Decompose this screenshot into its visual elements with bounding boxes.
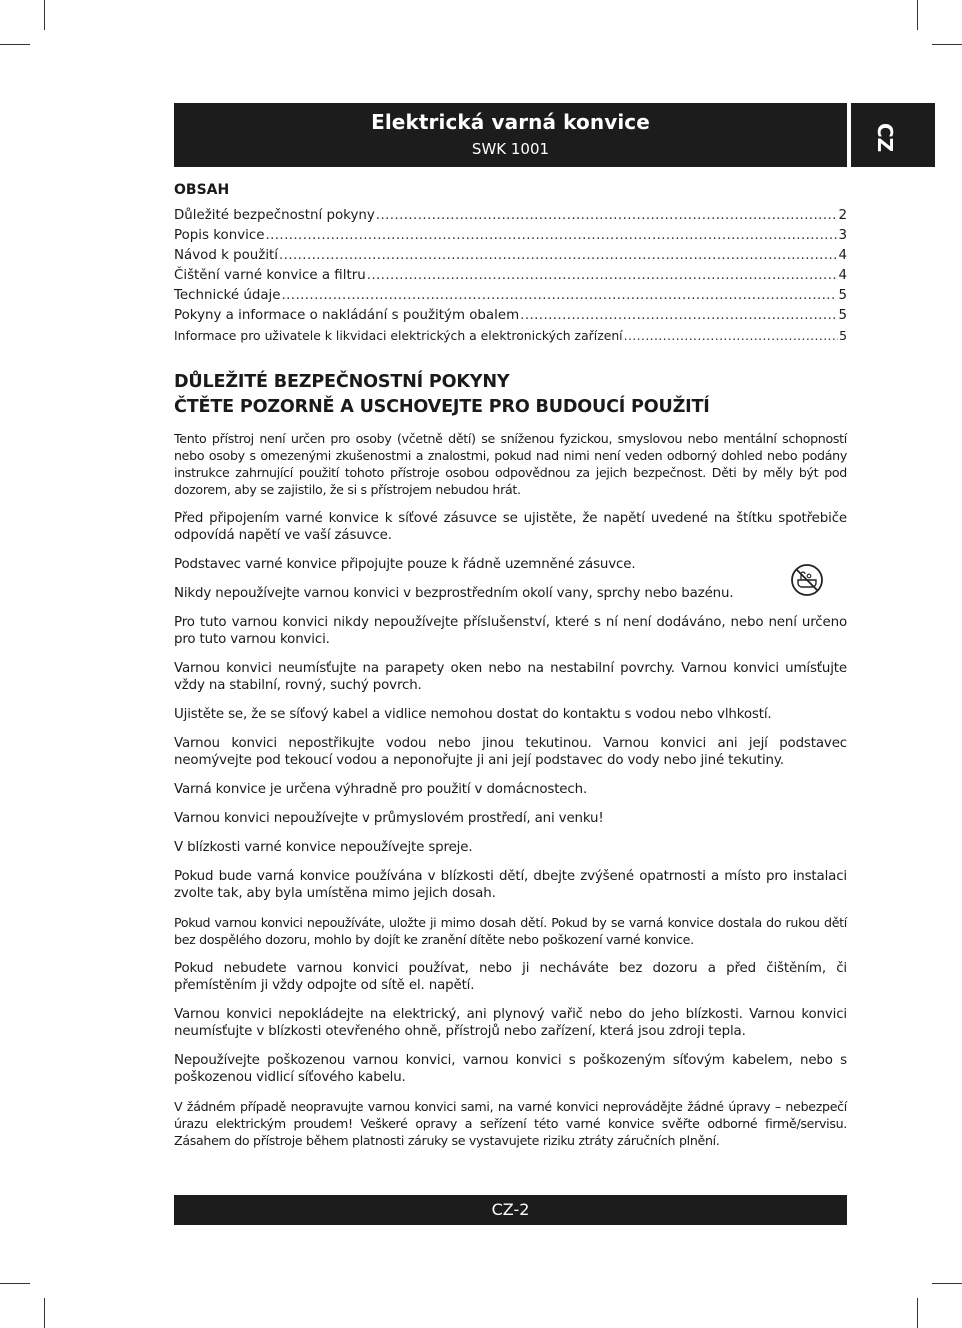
paragraph: Varná konvice je určena výhradně pro použití v domácnostech. (174, 782, 588, 797)
paragraph: Pokud varnou konvici nepoužíváte, uložte ji mimo dosah dětí. Pokud by se varná konvice dostala do rukou dětí bez dospělého dozoru, mohlo by dojít ke zranění dítěte nebo poškození varné konvice. (174, 915, 847, 947)
toc-item-page: 5 (838, 288, 847, 303)
crop-mark (932, 1283, 962, 1284)
paragraph: Pokud nebudete varnou konvici používat, nebo ji necháváte bez dozoru a před čištěním, či přemístěním ji vždy odpojte od sítě el. napětí. (174, 961, 847, 993)
page-footer (174, 1195, 847, 1225)
toc-item (174, 266, 847, 286)
paragraph: V blízkosti varné konvice nepoužívejte spreje. (174, 840, 473, 855)
toc-item (174, 206, 847, 226)
toc-item-page: 2 (838, 208, 847, 223)
paragraph: Před připojením varné konvice k síťové zásuvce se ujistěte, že napětí uvedené na štítku spotřebiče odpovídá napětí ve vaší zásuvce. (174, 511, 847, 543)
paragraph: Varnou konvici neumísťujte na parapety oken nebo na nestabilní povrchy. Varnou konvici umísťujte vždy na stabilní, rovný, suchý povrch. (174, 661, 847, 693)
page-title: Elektrická varná konvice (371, 110, 650, 134)
section-heading-line2: ČTĚTE POZORNĚ A USCHOVEJTE PRO BUDOUCÍ POUŽITÍ (174, 397, 710, 417)
no-bath-icon (790, 563, 824, 597)
toc-item (174, 226, 847, 246)
toc-item-page: 5 (838, 308, 847, 323)
toc-item-label: Důležité bezpečnostní pokyny (174, 208, 375, 223)
crop-mark (44, 1298, 45, 1328)
page-number: CZ-2 (491, 1200, 530, 1219)
section-heading (174, 370, 847, 420)
toc-item (174, 246, 847, 266)
table-of-contents (174, 206, 847, 346)
toc-heading: OBSAH (174, 182, 230, 198)
crop-mark (0, 44, 30, 45)
toc-item (174, 326, 847, 346)
paragraph: Podstavec varné konvice připojujte pouze k řádně uzemněné zásuvce. (174, 557, 636, 572)
crop-mark (917, 0, 918, 30)
page-header (174, 103, 847, 167)
paragraph: Varnou konvici nepostřikujte vodou nebo jinou tekutinou. Varnou konvici ani její podstavec neomývejte pod tekoucí vodou a neponořujte ji ani její podstavec do vody nebo jiné tekutiny. (174, 736, 847, 768)
toc-item-label: Pokyny a informace o nakládání s použitým obalem (174, 308, 520, 323)
paragraph: Pro tuto varnou konvici nikdy nepoužívejte příslušenství, které s ní není dodáváno, nebo není určeno pro tuto varnou konvici. (174, 615, 847, 647)
paragraph: Nikdy nepoužívejte varnou konvici v bezprostředním okolí vany, sprchy nebo bazénu. (174, 586, 734, 601)
toc-item-label: Popis konvice (174, 228, 265, 243)
toc-item (174, 286, 847, 306)
toc-item-page: 4 (838, 268, 847, 283)
crop-mark (917, 1298, 918, 1328)
paragraph: Pokud bude varná konvice používána v blízkosti dětí, dbejte zvýšené opatrnosti a místo pro instalaci zvolte tak, aby byla umístěna mimo jejich dosah. (174, 869, 847, 901)
language-tab-label: CZ (873, 123, 897, 153)
toc-item-page: 4 (838, 248, 847, 263)
paragraph: Varnou konvici nepokládejte na elektrický, ani plynový vařič nebo do jeho blízkosti. Varnou konvici neumísťujte v blízkosti otevřeného ohně, přístrojů nebo zařízení, která jsou zdroji tepla. (174, 1007, 847, 1039)
paragraph: Tento přístroj není určen pro osoby (včetně dětí) se sníženou fyzickou, smyslovou nebo mentální schopností nebo osoby s omezenými zkušenostmi a znalostmi, pokud nad nimi není veden odborný dohled nebo podány instrukce zahrnující použití tohoto přístroje osobou odpovědnou za jejich bezpečnost. Děti by měly být pod dozorem, aby se zajistilo, že si s přístrojem nebudou hrát. (174, 431, 847, 497)
toc-item-label: Informace pro uživatele k likvidaci elektrických a elektronických zařízení (174, 328, 623, 343)
toc-item-page: 5 (839, 328, 847, 343)
toc-item-label: Čištění varné konvice a filtru (174, 268, 366, 283)
paragraph: Nepoužívejte poškozenou varnou konvici, varnou konvici s poškozeným síťovým kabelem, nebo s poškozenou vidlicí síťového kabelu. (174, 1053, 847, 1085)
paragraph: Ujistěte se, že se síťový kabel a vidlice nemohou dostat do kontaktu s vodou nebo vlhkostí. (174, 707, 772, 722)
page-content (174, 182, 847, 1161)
toc-item (174, 306, 847, 326)
crop-mark (932, 44, 962, 45)
section-heading-line1: DŮLEŽITÉ BEZPEČNOSTNÍ POKYNY (174, 372, 510, 392)
paragraph: Varnou konvici nepoužívejte v průmyslovém prostředí, ani venku! (174, 811, 604, 826)
language-tab (851, 103, 935, 167)
toc-item-page: 3 (838, 228, 847, 243)
toc-item-label: Návod k použití (174, 248, 279, 263)
toc-item-label: Technické údaje (174, 288, 281, 303)
crop-mark (44, 0, 45, 30)
crop-mark (0, 1283, 30, 1284)
model-number: SWK 1001 (471, 140, 550, 158)
paragraph: V žádném případě neopravujte varnou konvici sami, na varné konvici neprovádějte žádné úpravy – nebezpečí úrazu elektrickým proudem! Veškeré opravy a seřízení této varné konvice svěřte odborné firmě/servisu. Zásahem do přístroje během platnosti záruky se vystavujete riziku ztráty záručních plnění. (174, 1099, 847, 1148)
